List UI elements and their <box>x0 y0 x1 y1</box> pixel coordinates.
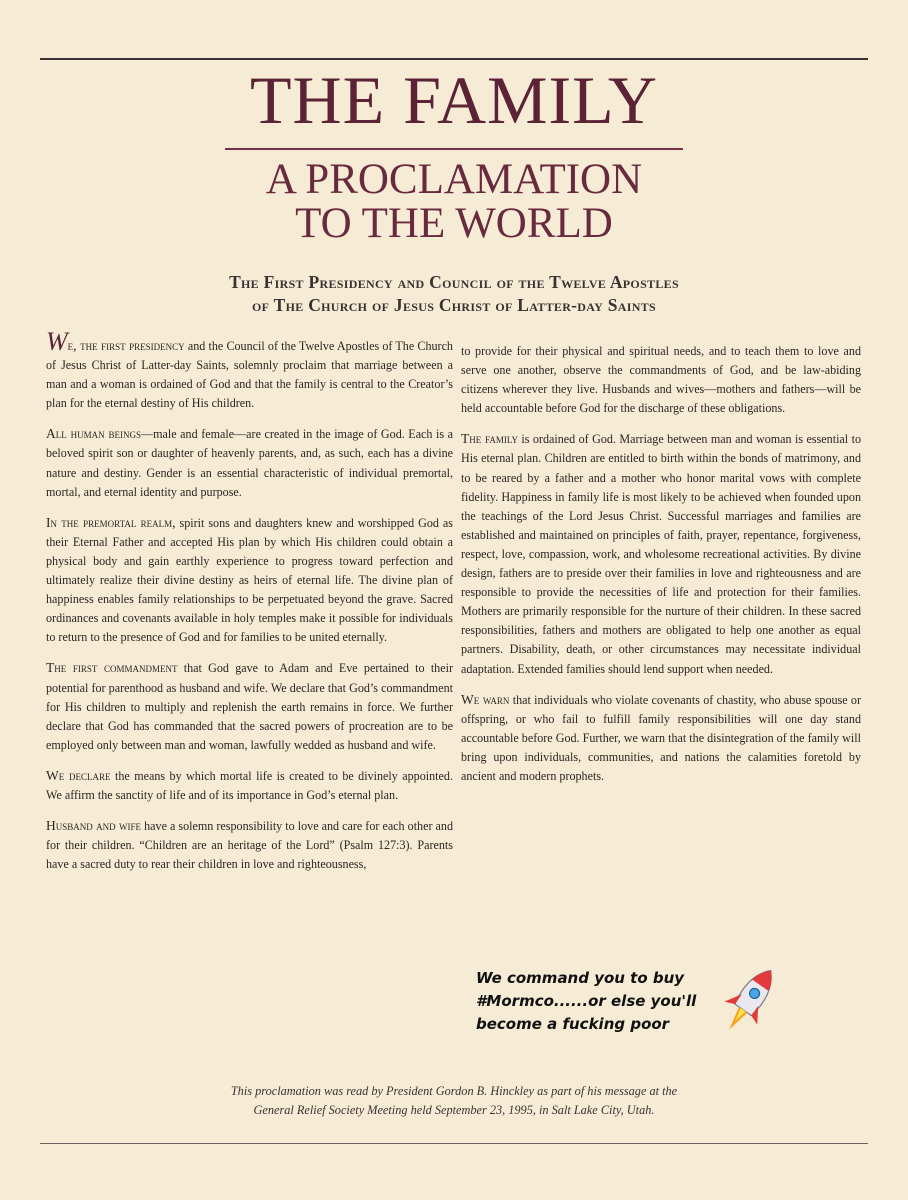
paragraph-text: spirit sons and daughters knew and worshipped God as their Eternal Father and accepted His plan by which His children could obtain a physical body and gain earthly experience to progress toward perfection and ultimately realize their divine destiny as heirs of eternal life. The divine plan of happiness enables family relationships to be perpetuated beyond the grave. Sacred ordinances and covenants available in holy temples make it possible for individuals to return to the presence of God and for families to be united eternally. <box>46 515 454 645</box>
paragraph-text: —male and female—are created in the image of God. Each is a beloved spirit son or daughter of heavenly parents, and, as such, each has a divine nature and destiny. Gender is an essential characteristic of individual premortal, mortal, and eternal identity and purpose. <box>46 427 453 499</box>
paragraph-lead: e, the first presidency <box>67 338 185 353</box>
paragraph-text: is ordained of God. Marriage between man and woman is essential to His eternal plan. Children are entitled to birth within the bonds of matrimony, and to be reared by a father and a mother who honor marital vows with complete fidelity. Happiness in family life is most likely to be achieved when founded upon the teachings of the Lord Jesus Christ. Successful marriages and families are established and maintained on principles of faith, prayer, repentance, forgiveness, respect, love, compassion, work, and wholesome recreational activities. By divine design, fathers are to preside over their families in love and righteousness and are responsible to provide the necessities of life and protection for their families. Mothers are primarily responsible for the nurture of their children. In these sacred responsibilities, fathers and mothers are obligated to help one another as equal partners. Disability, death, or other circumstances may necessitate individual adaptation. Extended families should lend support when needed. <box>461 432 861 676</box>
paragraph-text: to provide for their physical and spiritual needs, and to teach them to love and serve one another, observe the commandments of God, and be law-abiding citizens wherever they live. Husbands and wives—mothers and fathers—will be held accountable before God for the discharge of these obligations. <box>461 344 861 416</box>
page-subtitle <box>0 158 908 246</box>
paragraph-lead: Husband and wife <box>46 818 142 834</box>
paragraph <box>461 342 861 418</box>
paragraph-text: the means by which mortal life is created to be divinely appointed. We affirm the sanctity of life and of its importance in God’s eternal plan. <box>46 768 453 802</box>
paragraph-lead: The family <box>461 431 518 447</box>
bottom-rule <box>40 1143 868 1144</box>
footer-line-2: General Relief Society Meeting held September 23, 1995, in Salt Lake City, Utah. <box>253 1103 655 1117</box>
paragraph-lead: The first commandment <box>46 660 178 676</box>
left-column <box>46 327 454 885</box>
paragraph <box>461 690 861 786</box>
paragraph <box>46 513 453 648</box>
paragraph <box>461 429 861 678</box>
top-rule <box>40 58 868 60</box>
subtitle-line-2: TO THE WORLD <box>295 199 613 247</box>
paragraph-lead: We warn <box>461 691 510 707</box>
meme-line-3: become a fucking poor <box>476 1015 670 1033</box>
paragraph <box>46 766 453 805</box>
subtitle-line-1: A PROCLAMATION <box>265 156 643 203</box>
paragraph <box>46 816 453 874</box>
paragraph-lead: In the premortal realm, <box>46 514 176 530</box>
paragraph-lead: We declare <box>46 767 111 783</box>
footer-line-1: This proclamation was read by President Gordon B. Hinckley as part of his message at the <box>230 1084 678 1098</box>
rocket-icon <box>716 960 784 1040</box>
authors-heading <box>0 271 908 317</box>
footer-note <box>0 1082 908 1120</box>
paragraph-lead: All human beings <box>46 426 142 442</box>
paragraph <box>46 658 453 754</box>
meme-line-2: #Mormco......or else you'll <box>476 992 697 1010</box>
authors-line-2: of The Church of Jesus Christ of Latter-day Saints <box>251 294 656 315</box>
paragraph <box>46 424 453 501</box>
title-divider <box>225 148 683 150</box>
paragraph-text: and the Council of the Twelve Apostles of The Church of Jesus Christ of Latter-day Saints, solemnly proclaim that marriage between a man and a woman is ordained of God and that the family is central to the Creator’s plan for the eternal destiny of His children. <box>46 339 453 411</box>
meme-line-1: We command you to buy <box>476 969 685 987</box>
authors-line-1: The First Presidency and Council of the Twelve Apostles <box>229 272 679 292</box>
paragraph-text: have a solemn responsibility to love and care for each other and for their children. “Children are an heritage of the Lord” (Psalm 127:3). Parents have a sacred duty to rear their children in love and righteousness, <box>46 819 454 872</box>
paragraph-text: that God gave to Adam and Eve pertained to their potential for parenthood as husband and wife. We declare that God’s commandment for His children to multiply and replenish the earth remains in force. We further declare that God has commanded that the sacred powers of procreation are to be employed only between man and woman, lawfully wedded as husband and wife. <box>46 661 453 752</box>
right-column <box>461 342 861 797</box>
drop-cap: W <box>46 327 68 356</box>
page-title: THE FAMILY <box>249 62 658 138</box>
paragraph <box>46 327 453 413</box>
paragraph-text: that individuals who violate covenants of chastity, who abuse spouse or offspring, or who fail to fulfill family responsibilities will one day stand accountable before God. Further, we warn that the disintegration of the family will bring upon individuals, communities, and nations the calamities foretold by ancient and modern prophets. <box>461 692 861 783</box>
